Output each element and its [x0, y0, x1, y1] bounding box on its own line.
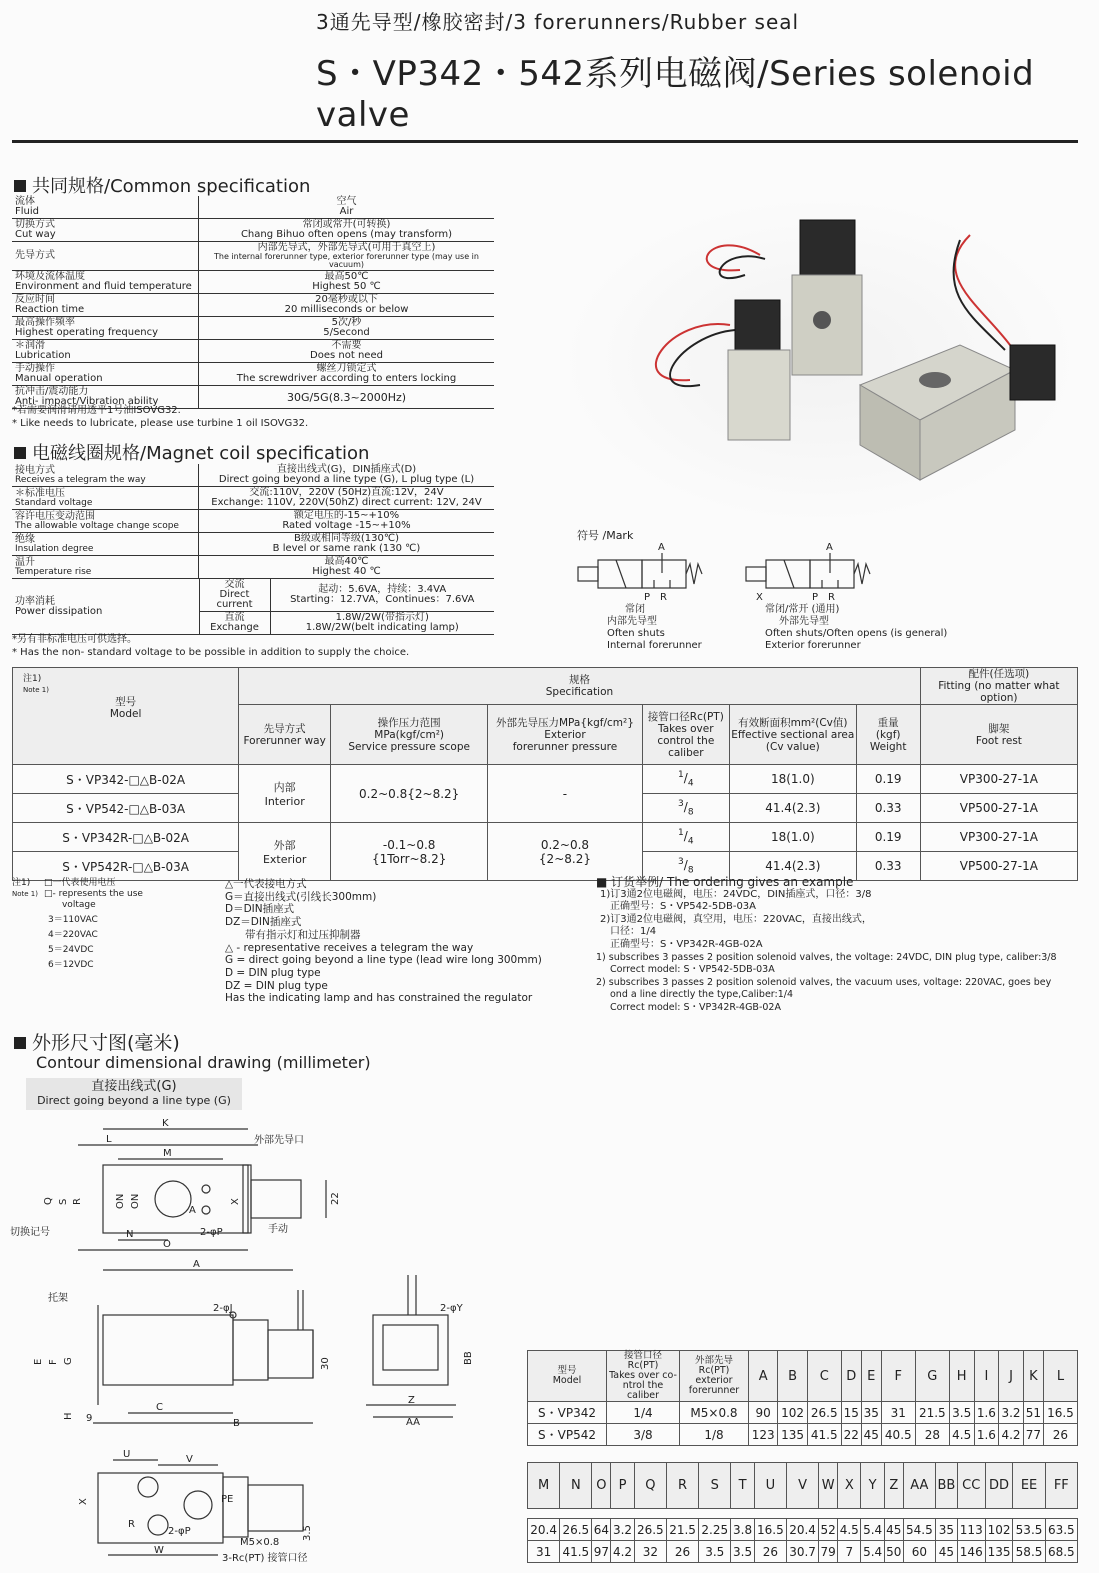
sym1-a-label: A — [658, 542, 665, 553]
spec-label: 流体 Fluid — [12, 196, 199, 219]
dim2-cell: 26 — [754, 1541, 786, 1563]
dim1-cell: S・VP542 — [528, 1424, 607, 1446]
dim2-cell: 31 — [528, 1541, 560, 1563]
lubricate-note-en: * Like needs to lubricate, please use turbine 1 oil ISOVG32. — [12, 418, 309, 429]
spec-label: 最高操作频率 Highest operating frequency — [12, 317, 199, 340]
dim2-header: CC — [957, 1463, 985, 1509]
dim1-cell: 1/4 — [607, 1402, 680, 1424]
header-divider — [12, 140, 1078, 143]
drawing-type-box: 直接出线式(G) Direct going beyond a line type (G) — [26, 1078, 242, 1110]
svg-text:R: R — [72, 1198, 83, 1205]
foot-rest-cell: VP500-27-1A — [920, 852, 1077, 881]
dim1-header: 型号 Model — [528, 1351, 607, 1402]
product-photo — [560, 195, 1080, 525]
drawing-title-en: Contour dimensional drawing (millimeter) — [36, 1053, 371, 1072]
svg-text:U: U — [123, 1449, 131, 1460]
spec-value: 空气 Air — [199, 196, 495, 219]
model-row — [13, 823, 1078, 852]
model-cell: S・VP342R-□△B-02A — [13, 823, 239, 852]
coil-value: B级或相同等级(130℃) B level or same rank (130 ℃) — [199, 533, 495, 556]
lubricate-note-cn: *若需要润滑请用透平1号油ISOVG32. — [12, 405, 181, 416]
foot-rest-cell: VP300-27-1A — [920, 765, 1077, 794]
svg-text:S: S — [58, 1198, 69, 1205]
dim1-cell: 26.5 — [807, 1402, 841, 1424]
dim1-header: D — [841, 1351, 861, 1402]
ext-pressure-cell: 0.2~0.8 {2~8.2} — [488, 823, 642, 881]
mark-right-caption: 常闭/常开 (通用) 外部先导型 Often shuts/Often opens (is general) Exterior forerunner — [765, 604, 948, 651]
svg-text:BB: BB — [463, 1351, 474, 1365]
model-col-header: 外部先导压力MPa{kgf/cm²} Exterior forerunner pressure — [488, 705, 642, 765]
dim2-header: Z — [884, 1463, 903, 1509]
svg-text:R: R — [128, 1519, 135, 1530]
model-col-header: 有效断面积mm²(Cv值) Effective sectional area (Cv value) — [729, 705, 856, 765]
sym1-p-label: P — [644, 592, 651, 603]
power-label: 功率消耗 Power dissipation — [12, 579, 199, 635]
spec-value: 5次/秒 5/Second — [199, 317, 495, 340]
dim2-cell: 64 — [592, 1519, 611, 1541]
dim2-cell: 7 — [838, 1541, 861, 1563]
coil-label: 接电方式 Receives a telegram the way — [12, 464, 199, 487]
svg-text:A: A — [193, 1259, 200, 1270]
dim2-header: Q — [634, 1463, 666, 1509]
svg-text:ON: ON — [115, 1193, 126, 1209]
spec-label: 反应时间 Reaction time — [12, 294, 199, 317]
common-spec-row — [12, 242, 494, 271]
dim1-header: B — [778, 1351, 807, 1402]
model-row — [13, 765, 1078, 794]
dim2-cell: 50 — [884, 1541, 903, 1563]
dim1-header: C — [807, 1351, 841, 1402]
pressure-cell: 0.2~0.8{2~8.2} — [331, 765, 488, 823]
dim2-cell: 3.5 — [731, 1541, 754, 1563]
svg-text:H: H — [63, 1412, 74, 1420]
dim2-header: V — [786, 1463, 818, 1509]
dim1-cell: 45 — [861, 1424, 881, 1446]
dim2-cell: 97 — [592, 1541, 611, 1563]
dim2-row — [528, 1541, 1078, 1563]
svg-text:K: K — [162, 1118, 169, 1129]
bottom-view — [78, 1449, 313, 1564]
coil-value: 额定电压的-15~+10% Rated voltage -15~+10% — [199, 510, 495, 533]
side-view — [366, 1275, 474, 1428]
model-col-header: 先导方式 Forerunner way — [239, 705, 331, 765]
dim2-header: FF — [1045, 1463, 1077, 1509]
dim2-header: U — [754, 1463, 786, 1509]
model-col-header: 脚架 Foot rest — [920, 705, 1077, 765]
model-col-header: 接管口径Rc(PT) Takes over control the caliber — [642, 705, 729, 765]
dim2-cell: 16.5 — [754, 1519, 786, 1541]
order-example: ■ 订货举例/ The ordering gives an example 1)订3通2位电磁阀，电压：24VDC，DIN插座式，口径：3/8 正确型号：S・VP542-5DB-03A 2)订3通2位电磁阀，真空用，电压：220VAC，直接出线式， 口径：1/4 正确型号：S・VP342R-4GB-02A 1) subscribes 3 passes 2 position solenoid valves, the voltage: 24VDC, DIN plug type, caliber:3/8 Correct model: S・VP542-5DB-03A 2) subscribes 3 passes 2 position solenoid valves, the vacuum uses, voltage: 220VAC, goes bey ond a line directly the type,Caliber:1/4 Correct model: S・VP342R-4GB-02A — [596, 876, 1086, 1015]
dimension-table-1 — [527, 1350, 1078, 1446]
power-values — [199, 579, 495, 635]
power-dc-label: 交流 Direct current — [199, 579, 270, 612]
spec-value: 30G/5G(8.3~2000Hz) — [199, 386, 495, 409]
svg-text:9: 9 — [86, 1413, 93, 1424]
fitting-header: 配件(任选项) Fitting (no matter what option) — [920, 668, 1077, 705]
dim1-cell: 4.2 — [999, 1424, 1024, 1446]
coil-spec-row — [12, 510, 494, 533]
dim2-header: R — [666, 1463, 698, 1509]
dim2-cell: 30.7 — [786, 1541, 818, 1563]
foot-rest-cell: VP300-27-1A — [920, 823, 1077, 852]
dim1-cell: 21.5 — [915, 1402, 949, 1424]
dim1-cell: 3/8 — [607, 1424, 680, 1446]
svg-text:2-φJ: 2-φJ — [213, 1303, 233, 1314]
svg-text:C: C — [156, 1402, 163, 1413]
dim1-header: 外部先导 Rc(PT) exterior forerunner — [680, 1351, 749, 1402]
dim2-cell: 45 — [884, 1519, 903, 1541]
common-spec-row — [12, 340, 494, 363]
dim1-cell: 41.5 — [807, 1424, 841, 1446]
model-col-header: 重量 (kgf) Weight — [856, 705, 920, 765]
coil-spec-table — [12, 464, 494, 635]
dim1-header: K — [1023, 1351, 1043, 1402]
dim1-cell: 22 — [841, 1424, 861, 1446]
svg-text:3-Rc(PT) 接管口径: 3-Rc(PT) 接管口径 — [222, 1553, 308, 1564]
svg-text:PE: PE — [221, 1494, 234, 1505]
dim2-cell: 4.5 — [838, 1519, 861, 1541]
dim2-header: S — [699, 1463, 731, 1509]
dim2-cell: 2.25 — [699, 1519, 731, 1541]
coil-spec-title: 电磁线圈规格/Magnet coil specification — [14, 439, 369, 465]
coil-spec-row — [12, 533, 494, 556]
svg-text:B: B — [233, 1418, 240, 1429]
dim1-header: 接管口径 Rc(PT) Takes over co- ntrol the caliber — [607, 1351, 680, 1402]
dim1-cell: 31 — [881, 1402, 915, 1424]
svg-text:G: G — [63, 1357, 74, 1365]
weight-cell: 0.19 — [856, 823, 920, 852]
model-col-header: 操作压力范围 MPa(kgf/cm²) Service pressure scope — [331, 705, 488, 765]
dim2-cell: 5.4 — [861, 1541, 884, 1563]
dim1-cell: 28 — [915, 1424, 949, 1446]
symbol-universal — [746, 542, 870, 603]
ext-pressure-cell: - — [488, 765, 642, 823]
caliber-cell: $^1/_4$ — [642, 765, 729, 794]
dimension-table-2 — [527, 1462, 1078, 1563]
dim1-cell: 15 — [841, 1402, 861, 1424]
dim2-cell: 79 — [819, 1541, 838, 1563]
spec-label: 切换方式 Cut way — [12, 219, 199, 242]
dim2-cell: 60 — [903, 1541, 935, 1563]
svg-text:X: X — [78, 1498, 89, 1505]
svg-text:M5×0.8: M5×0.8 — [240, 1537, 280, 1548]
svg-text:E: E — [33, 1358, 44, 1365]
dim2-header: DD — [985, 1463, 1013, 1509]
mark-title: 符号 /Mark — [577, 529, 634, 542]
sym2-x-label: X — [756, 592, 763, 603]
common-spec-row — [12, 363, 494, 386]
coil-value: 最高40℃ Highest 40 ℃ — [199, 556, 495, 579]
power-dc-value: 起动：5.6VA，持续：3.4VA Starting：12.7VA，Continues：7.6VA — [270, 579, 494, 612]
dim2-header: O — [592, 1463, 611, 1509]
spec-header: 规格 Specification — [239, 668, 921, 705]
voltage-note-cn: *另有非标准电压可供选择。 — [12, 634, 137, 645]
dim2-cell: 26.5 — [634, 1519, 666, 1541]
pressure-cell: -0.1~0.8 {1Torr~8.2} — [331, 823, 488, 881]
svg-text:V: V — [186, 1454, 193, 1465]
svg-text:3.5: 3.5 — [302, 1525, 313, 1541]
svg-text:外部先导口: 外部先导口 — [254, 1135, 304, 1146]
dim2-cell: 4.2 — [611, 1541, 634, 1563]
coil-label: ＊标准电压 Standard voltage — [12, 487, 199, 510]
dim1-cell: 102 — [778, 1402, 807, 1424]
caliber-cell: $^1/_4$ — [642, 823, 729, 852]
dim1-cell: 1.6 — [974, 1424, 999, 1446]
dim2-cell: 26.5 — [560, 1519, 592, 1541]
dim2-cell: 63.5 — [1045, 1519, 1077, 1541]
dim2-cell: 35 — [935, 1519, 957, 1541]
model-cell: S・VP542R-□△B-03A — [13, 852, 239, 881]
dim2-header: T — [731, 1463, 754, 1509]
dim1-header: L — [1043, 1351, 1077, 1402]
spec-value: 最高50℃ Highest 50 ℃ — [199, 271, 495, 294]
voltage-note-en: * Has the non- standard voltage to be possible in addition to supply the choice. — [12, 647, 410, 658]
foot-rest-cell: VP500-27-1A — [920, 794, 1077, 823]
dim2-cell: 41.5 — [560, 1541, 592, 1563]
dim2-cell: 102 — [985, 1519, 1013, 1541]
coil-label: 容许电压变动范围 The allowable voltage change scope — [12, 510, 199, 533]
common-spec-row — [12, 294, 494, 317]
sym1-r-label: R — [660, 592, 667, 603]
dim2-cell: 26 — [666, 1541, 698, 1563]
dim2-header: EE — [1013, 1463, 1045, 1509]
svg-text:2-φY: 2-φY — [440, 1303, 463, 1314]
svg-text:Z: Z — [408, 1395, 415, 1406]
weight-cell: 0.19 — [856, 765, 920, 794]
spec-label: ＊润滑 Lubrication — [12, 340, 199, 363]
drawing-title-cn: 外形尺寸图(毫米) — [14, 1028, 180, 1055]
dim1-cell: 26 — [1043, 1424, 1077, 1446]
dim2-header: N — [560, 1463, 592, 1509]
area-cell: 41.4(2.3) — [729, 794, 856, 823]
dim2-header: X — [838, 1463, 861, 1509]
power-ac-label: 直流 Exchange — [199, 612, 270, 635]
dim2-cell: 54.5 — [903, 1519, 935, 1541]
dim2-row — [528, 1519, 1078, 1541]
caliber-cell: $^3/_8$ — [642, 852, 729, 881]
dim2-cell: 45 — [935, 1541, 957, 1563]
dim2-header: M — [528, 1463, 560, 1509]
svg-text:Q: Q — [43, 1197, 54, 1205]
common-spec-row — [12, 196, 494, 219]
top-view — [10, 1118, 341, 1250]
dim1-cell: M5×0.8 — [680, 1402, 749, 1424]
note2-block: △一代表接电方式 G＝直接出线式(引线长300mm) D＝DIN插座式 DZ＝DIN插座式 带有指示灯和过压抑制器 △ - representative receives a telegram the way G = direct going beyond a line type (lead wire long 300mm) D = DIN plug type DZ = DIN plug type Has the indicating lamp and has constrained the regulator — [225, 878, 542, 1005]
note1-block: 注1) Note 1) □一代表使用电压 □- represents the use voltage 3＝110VAC 4＝220VAC 5＝24VDC 6＝12VDC — [12, 878, 143, 970]
dim2-cell: 135 — [985, 1541, 1013, 1563]
caliber-cell: $^3/_8$ — [642, 794, 729, 823]
dimension-drawings — [8, 1115, 528, 1565]
model-cell: S・VP542-□△B-03A — [13, 794, 239, 823]
common-spec-row — [12, 317, 494, 340]
dim1-cell: 35 — [861, 1402, 881, 1424]
symbol-normally-closed — [578, 542, 702, 603]
sym2-a-label: A — [826, 542, 833, 553]
dim2-header: W — [819, 1463, 838, 1509]
forerunner-way-cell: 外部 Exterior — [239, 823, 331, 881]
svg-text:切换记号: 切换记号 — [10, 1227, 50, 1238]
dim1-header: I — [974, 1351, 999, 1402]
weight-cell: 0.33 — [856, 794, 920, 823]
dim1-cell: 135 — [778, 1424, 807, 1446]
svg-text:M: M — [163, 1148, 172, 1159]
svg-text:2-φP: 2-φP — [168, 1526, 191, 1537]
svg-text:L: L — [106, 1134, 112, 1145]
model-cell: S・VP342-□△B-02A — [13, 765, 239, 794]
dim2-header: P — [611, 1463, 634, 1509]
dim1-header: G — [915, 1351, 949, 1402]
dim1-header: J — [999, 1351, 1024, 1402]
dim2-cell: 3.2 — [611, 1519, 634, 1541]
order-title: ■ 订货举例/ The ordering gives an example — [596, 875, 854, 889]
spec-value: 内部先导式，外部先导式(可用于真空上) The internal forerunner type, exterior forerunner type (may use in vacuum) — [199, 242, 495, 271]
svg-text:F: F — [48, 1359, 59, 1365]
model-table — [12, 667, 1078, 881]
spec-value: 螺丝刀锁定式 The screwdriver according to enters locking — [199, 363, 495, 386]
sym2-p-label: P — [812, 592, 819, 603]
model-header: 注1) Note 1) 型号 Model — [13, 668, 239, 765]
svg-text:N: N — [126, 1229, 134, 1240]
area-cell: 18(1.0) — [729, 765, 856, 794]
dim1-header: F — [881, 1351, 915, 1402]
dim1-header: H — [949, 1351, 974, 1402]
sym2-r-label: R — [828, 592, 835, 603]
svg-text:W: W — [154, 1545, 164, 1556]
dim1-cell: 1.6 — [974, 1402, 999, 1424]
dim2-cell: 21.5 — [666, 1519, 698, 1541]
dim1-row — [528, 1424, 1078, 1446]
dim2-cell: 20.4 — [786, 1519, 818, 1541]
dim2-cell: 32 — [634, 1541, 666, 1563]
svg-text:A: A — [189, 1205, 196, 1216]
front-view — [33, 1259, 331, 1429]
dim2-cell: 20.4 — [528, 1519, 560, 1541]
common-spec-row — [12, 271, 494, 294]
dim1-cell: 40.5 — [881, 1424, 915, 1446]
dim2-cell: 146 — [957, 1541, 985, 1563]
dim1-cell: 16.5 — [1043, 1402, 1077, 1424]
area-cell: 41.4(2.3) — [729, 852, 856, 881]
page-subtitle: 3通先导型/橡胶密封/3 forerunners/Rubber seal — [316, 10, 800, 34]
dim2-cell: 5.4 — [861, 1519, 884, 1541]
valve-symbols — [574, 538, 974, 608]
spec-label: 手动操作 Manual operation — [12, 363, 199, 386]
dim2-cell: 68.5 — [1045, 1541, 1077, 1563]
spec-label: 环境及流体温度 Environment and fluid temperature — [12, 271, 199, 294]
dim2-cell: 58.5 — [1013, 1541, 1045, 1563]
svg-text:手动: 手动 — [268, 1224, 288, 1235]
dim1-cell: 51 — [1023, 1402, 1043, 1424]
weight-cell: 0.33 — [856, 852, 920, 881]
dim2-header: AA — [903, 1463, 935, 1509]
mark-left-caption: 常闭 内部先导型 Often shuts Internal forerunner — [607, 604, 702, 651]
svg-text:X: X — [230, 1198, 241, 1205]
solenoid-valve-illustration — [560, 195, 1080, 525]
dim2-cell: 3.5 — [699, 1541, 731, 1563]
svg-text:22: 22 — [330, 1192, 341, 1205]
spec-value: 不需要 Does not need — [199, 340, 495, 363]
dim2-header: BB — [935, 1463, 957, 1509]
page-title: S・VP342・542系列电磁阀/Series solenoid valve — [316, 54, 1035, 135]
coil-spec-row — [12, 556, 494, 579]
dim1-cell: 3.5 — [949, 1402, 974, 1424]
spec-label: 抗冲击/震动能力 Anti- impact/Vibration ability — [12, 386, 199, 409]
coil-spec-row — [12, 464, 494, 487]
coil-value: 交流:110V，220V (50Hz)直流:12V，24V Exchange: 110V, 220V(50hZ) direct current: 12V, 24V — [199, 487, 495, 510]
dim1-cell: 4.5 — [949, 1424, 974, 1446]
dim1-cell: 1/8 — [680, 1424, 749, 1446]
coil-label: 绝缘 Insulation degree — [12, 533, 199, 556]
dim1-header: E — [861, 1351, 881, 1402]
coil-value: 直接出线式(G)，DIN插座式(D) Direct going beyond a line type (G), L plug type (L) — [199, 464, 495, 487]
dim2-cell: 52 — [819, 1519, 838, 1541]
dim2-cell: 3.8 — [731, 1519, 754, 1541]
area-cell: 18(1.0) — [729, 823, 856, 852]
dim2-header: Y — [861, 1463, 884, 1509]
svg-text:托架: 托架 — [48, 1293, 68, 1304]
dim1-cell: 3.2 — [999, 1402, 1024, 1424]
dim1-cell: S・VP342 — [528, 1402, 607, 1424]
svg-text:AA: AA — [406, 1417, 420, 1428]
dim1-cell: 90 — [749, 1402, 778, 1424]
common-spec-row — [12, 219, 494, 242]
dim1-header: A — [749, 1351, 778, 1402]
forerunner-way-cell: 内部 Interior — [239, 765, 331, 823]
dim1-cell: 77 — [1023, 1424, 1043, 1446]
dim1-cell: 123 — [749, 1424, 778, 1446]
dim1-row — [528, 1402, 1078, 1424]
svg-text:ON: ON — [130, 1193, 141, 1209]
svg-text:30: 30 — [320, 1357, 331, 1370]
spec-label: 先导方式 — [12, 242, 199, 271]
svg-text:O: O — [163, 1239, 171, 1250]
common-spec-table — [12, 196, 494, 409]
coil-label: 温升 Temperature rise — [12, 556, 199, 579]
coil-spec-row — [12, 487, 494, 510]
common-spec-title: 共同规格/Common specification — [14, 172, 310, 198]
dim2-cell: 113 — [957, 1519, 985, 1541]
spec-value: 常闭或常开(可转换) Chang Bihuo often opens (may transform) — [199, 219, 495, 242]
svg-text:2-φP: 2-φP — [200, 1227, 223, 1238]
power-ac-value: 1.8W/2W(带指示灯) 1.8W/2W(belt indicating lamp) — [305, 612, 459, 633]
spec-value: 20毫秒或以下 20 milliseconds or below — [199, 294, 495, 317]
dim2-cell: 53.5 — [1013, 1519, 1045, 1541]
